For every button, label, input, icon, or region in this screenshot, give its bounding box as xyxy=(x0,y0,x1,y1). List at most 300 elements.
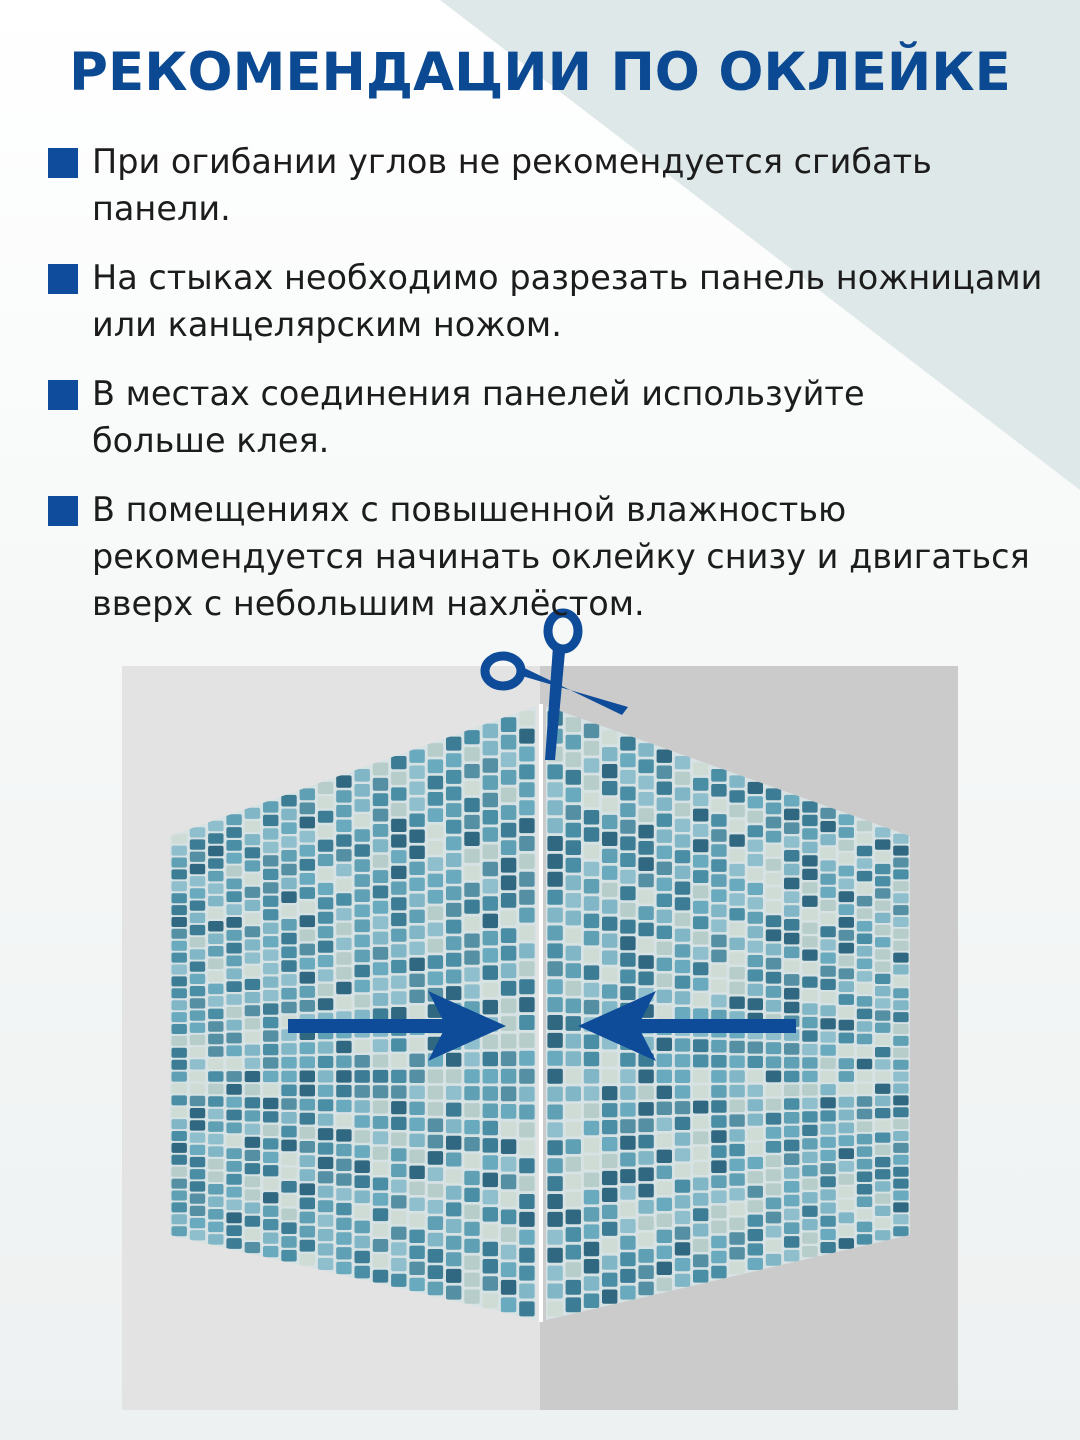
mosaic-tile xyxy=(711,889,726,902)
mosaic-tile xyxy=(620,1136,635,1150)
mosaic-tile xyxy=(464,883,479,897)
mosaic-tile xyxy=(729,1218,744,1230)
mosaic-tile xyxy=(638,1070,653,1084)
mosaic-tile xyxy=(190,1023,205,1033)
mosaic-tile xyxy=(748,840,763,852)
mosaic-tile xyxy=(602,747,617,761)
mosaic-tile xyxy=(300,1085,315,1097)
mosaic-tile xyxy=(729,893,744,905)
mosaic-tile xyxy=(602,1069,617,1083)
mosaic-tile xyxy=(784,1222,799,1234)
mosaic-tile xyxy=(893,929,908,939)
mosaic-tile xyxy=(409,1214,424,1227)
mosaic-tile xyxy=(566,717,581,732)
mosaic-tile xyxy=(226,1174,241,1185)
mosaic-tile xyxy=(620,853,635,867)
mosaic-tile xyxy=(820,834,835,845)
mosaic-tile xyxy=(245,1071,260,1082)
mosaic-tile xyxy=(483,1294,498,1309)
mosaic-tile xyxy=(391,1038,406,1051)
mosaic-tile xyxy=(300,1042,315,1054)
mosaic-tile xyxy=(566,946,581,961)
mosaic-tile xyxy=(355,814,370,827)
mosaic-tile xyxy=(784,795,799,807)
mosaic-tile xyxy=(657,1182,672,1195)
mosaic-tile xyxy=(766,1240,781,1252)
mosaic-tile xyxy=(657,990,672,1003)
mosaic-tile xyxy=(428,1184,443,1198)
mosaic-tile xyxy=(208,1096,223,1107)
mosaic-tile xyxy=(547,872,562,887)
mosaic-tile xyxy=(501,1297,516,1312)
mosaic-tile xyxy=(190,1157,205,1167)
mosaic-tile xyxy=(602,764,617,778)
mosaic-tile xyxy=(675,1164,690,1177)
mosaic-tile xyxy=(802,1125,817,1136)
mosaic-tile xyxy=(893,858,908,868)
mosaic-tile xyxy=(464,1290,479,1304)
mosaic-tile xyxy=(245,1176,260,1187)
mosaic-tile xyxy=(711,769,726,782)
mosaic-tile xyxy=(245,966,260,977)
mosaic-tile xyxy=(409,1054,424,1067)
mosaic-tile xyxy=(483,1190,498,1205)
mosaic-tile xyxy=(245,1216,260,1227)
mosaic-tile xyxy=(784,864,799,876)
mosaic-tile xyxy=(190,1084,205,1094)
mosaic-tile xyxy=(839,1123,854,1134)
mosaic-tile xyxy=(602,1290,617,1304)
mosaic-tile xyxy=(391,1054,406,1067)
mosaic-tile xyxy=(446,1286,461,1300)
mosaic-tile xyxy=(748,868,763,880)
mosaic-tile xyxy=(226,904,241,915)
mosaic-tile xyxy=(245,1018,260,1029)
mosaic-tile xyxy=(675,834,690,847)
mosaic-tile xyxy=(373,886,388,899)
mosaic-tile xyxy=(226,1097,241,1108)
mosaic-tile xyxy=(281,795,296,807)
mosaic-tile xyxy=(464,730,479,744)
mosaic-tile xyxy=(893,1119,908,1129)
mosaic-tile xyxy=(875,864,890,874)
mosaic-tile xyxy=(638,1118,653,1132)
mosaic-tile xyxy=(226,943,241,954)
mosaic-tile xyxy=(373,793,388,806)
mosaic-tile xyxy=(226,917,241,928)
mosaic-tile xyxy=(208,896,223,907)
mosaic-tile xyxy=(336,1114,351,1126)
mosaic-tile xyxy=(373,1239,388,1252)
mosaic-tile xyxy=(519,747,534,762)
mosaic-tile xyxy=(638,1102,653,1116)
mosaic-tile xyxy=(729,805,744,817)
mosaic-tile xyxy=(190,937,205,947)
mosaic-tile xyxy=(675,1133,690,1146)
mosaic-tile xyxy=(245,953,260,964)
mosaic-tile xyxy=(693,1270,708,1283)
mosaic-tile xyxy=(172,1167,187,1177)
mosaic-tile xyxy=(584,845,599,860)
mosaic-tile xyxy=(602,967,617,981)
mosaic-tile xyxy=(875,1059,890,1069)
mosaic-tile xyxy=(802,1084,817,1095)
mosaic-tile xyxy=(318,1114,333,1126)
mosaic-tile xyxy=(226,840,241,851)
square-bullet-icon xyxy=(48,496,78,526)
mosaic-tile xyxy=(428,874,443,888)
mosaic-tile xyxy=(263,1138,278,1149)
recommendation-text: В местах соединения панелей используйте больше клея. xyxy=(92,374,865,460)
mosaic-tile xyxy=(584,827,599,842)
mosaic-tile xyxy=(409,1166,424,1179)
mosaic-tile xyxy=(501,858,516,873)
mosaic-tile xyxy=(857,1146,872,1157)
mosaic-tile xyxy=(263,1017,278,1028)
mosaic-tile xyxy=(446,1236,461,1250)
mosaic-tile xyxy=(428,955,443,969)
mosaic-tile xyxy=(226,853,241,864)
mosaic-tile xyxy=(857,921,872,932)
mosaic-tile xyxy=(409,1038,424,1051)
mosaic-tile xyxy=(547,800,562,815)
mosaic-tile xyxy=(483,775,498,790)
mosaic-tile xyxy=(693,1116,708,1129)
mosaic-tile xyxy=(336,820,351,832)
mosaic-tile xyxy=(190,1230,205,1240)
mosaic-tile xyxy=(519,1033,534,1048)
mosaic-tile xyxy=(839,1135,854,1146)
mosaic-tile xyxy=(483,914,498,929)
mosaic-tile xyxy=(784,1085,799,1097)
mosaic-tile xyxy=(190,1169,205,1179)
mosaic-tile xyxy=(483,983,498,998)
mosaic-tile xyxy=(857,908,872,919)
mosaic-tile xyxy=(336,864,351,876)
mosaic-tile xyxy=(245,1150,260,1161)
mosaic-tile xyxy=(409,1182,424,1195)
mosaic-tile xyxy=(584,758,599,773)
mosaic-tile xyxy=(519,711,534,726)
mosaic-tile xyxy=(336,1173,351,1185)
mosaic-tile xyxy=(428,906,443,920)
mosaic-tile xyxy=(336,1129,351,1141)
mosaic-tile xyxy=(318,825,333,837)
mosaic-tile xyxy=(802,896,817,907)
mosaic-tile xyxy=(711,784,726,797)
mosaic-tile xyxy=(657,894,672,907)
mosaic-tile xyxy=(318,1229,333,1241)
mosaic-tile xyxy=(802,1111,817,1122)
mosaic-tile xyxy=(547,1248,562,1263)
mosaic-tile xyxy=(693,1039,708,1052)
mosaic-tile xyxy=(620,986,635,1000)
mosaic-tile xyxy=(729,1129,744,1141)
mosaic-tile xyxy=(620,1186,635,1200)
mosaic-tile xyxy=(566,1174,581,1189)
mosaic-tile xyxy=(802,950,817,961)
mosaic-tile xyxy=(373,870,388,883)
mosaic-tile xyxy=(839,1045,854,1056)
mosaic-tile xyxy=(464,1239,479,1253)
mosaic-tile xyxy=(263,1233,278,1244)
mosaic-tile xyxy=(501,1245,516,1260)
mosaic-tile xyxy=(391,976,406,989)
mosaic-tile xyxy=(675,1242,690,1255)
mosaic-tile xyxy=(875,1010,890,1020)
mosaic-tile xyxy=(300,1254,315,1266)
mosaic-tile xyxy=(446,1169,461,1183)
mosaic-tile xyxy=(638,743,653,757)
mosaic-tile xyxy=(263,1044,278,1055)
mosaic-tile xyxy=(729,967,744,979)
mosaic-tile xyxy=(893,917,908,927)
mosaic-tile xyxy=(802,977,817,988)
mosaic-tile xyxy=(245,874,260,885)
mosaic-tile xyxy=(875,962,890,972)
mosaic-tile xyxy=(226,1033,241,1044)
mosaic-tile xyxy=(566,752,581,767)
mosaic-tile xyxy=(657,1134,672,1147)
mosaic-tile xyxy=(263,842,278,853)
mosaic-tile xyxy=(638,792,653,806)
mosaic-tile xyxy=(300,958,315,970)
mosaic-tile xyxy=(245,1032,260,1043)
mosaic-tile xyxy=(711,1236,726,1249)
mosaic-tile xyxy=(766,1127,781,1139)
mosaic-tile xyxy=(566,858,581,873)
mosaic-tile xyxy=(391,803,406,816)
mosaic-tile xyxy=(428,1249,443,1263)
mosaic-tile xyxy=(566,1262,581,1277)
mosaic-tile xyxy=(190,1206,205,1216)
mosaic-tile xyxy=(857,1184,872,1195)
mosaic-tile xyxy=(300,1127,315,1139)
mosaic-tile xyxy=(638,890,653,904)
mosaic-tile xyxy=(820,808,835,819)
mosaic-tile xyxy=(409,1134,424,1147)
mosaic-tile xyxy=(729,908,744,920)
mosaic-tile xyxy=(620,1252,635,1266)
mosaic-tile xyxy=(263,1030,278,1041)
mosaic-tile xyxy=(566,893,581,908)
mosaic-tile xyxy=(693,793,708,806)
mosaic-tile xyxy=(675,803,690,816)
mosaic-tile xyxy=(172,846,187,856)
mosaic-tile xyxy=(208,1059,223,1070)
mosaic-tile xyxy=(711,1206,726,1219)
mosaic-tile xyxy=(748,811,763,823)
mosaic-tile xyxy=(547,1140,562,1155)
mosaic-tile xyxy=(729,1203,744,1215)
mosaic-tile xyxy=(675,866,690,879)
mosaic-tile xyxy=(464,1154,479,1168)
mosaic-tile xyxy=(711,905,726,918)
mosaic-tile xyxy=(839,866,854,877)
mosaic-tile xyxy=(802,1030,817,1041)
mosaic-tile xyxy=(519,1140,534,1155)
mosaic-tile xyxy=(464,1188,479,1202)
mosaic-tile xyxy=(501,875,516,890)
mosaic-tile xyxy=(566,1192,581,1207)
mosaic-tile xyxy=(729,1247,744,1259)
mosaic-tile xyxy=(190,864,205,874)
mosaic-tile xyxy=(336,952,351,964)
mosaic-tile xyxy=(857,896,872,907)
mosaic-tile xyxy=(657,1038,672,1051)
mosaic-tile xyxy=(300,986,315,998)
mosaic-tile xyxy=(190,876,205,886)
mosaic-tile xyxy=(802,1246,817,1257)
mosaic-tile xyxy=(584,1104,599,1119)
mosaic-tile xyxy=(391,1148,406,1161)
mosaic-tile xyxy=(566,823,581,838)
mosaic-tile xyxy=(566,1051,581,1066)
mosaic-tile xyxy=(802,1098,817,1109)
mosaic-tile xyxy=(893,834,908,844)
mosaic-tile xyxy=(802,1219,817,1230)
mosaic-tile xyxy=(483,1000,498,1015)
mosaic-tile xyxy=(547,1033,562,1048)
mosaic-tile xyxy=(519,1122,534,1137)
mosaic-tile xyxy=(373,1101,388,1114)
mosaic-tile xyxy=(226,968,241,979)
mosaic-tile xyxy=(893,1226,908,1236)
mosaic-tile xyxy=(638,923,653,937)
mosaic-tile xyxy=(355,1055,370,1068)
mosaic-tile xyxy=(428,972,443,986)
mosaic-tile xyxy=(820,1032,835,1043)
mosaic-tile xyxy=(711,1160,726,1173)
mosaic-tile xyxy=(501,963,516,978)
mosaic-tile xyxy=(802,1206,817,1217)
mosaic-tile xyxy=(875,1047,890,1057)
mosaic-tile xyxy=(172,1131,187,1141)
mosaic-tile xyxy=(208,1084,223,1095)
mosaic-tile xyxy=(875,827,890,837)
mosaic-tile xyxy=(693,1254,708,1267)
mosaic-tile xyxy=(519,1051,534,1066)
mosaic-tile xyxy=(547,1266,562,1281)
mosaic-tile xyxy=(711,1130,726,1143)
mosaic-tile xyxy=(336,893,351,905)
mosaic-tile xyxy=(172,1143,187,1153)
mosaic-tile xyxy=(501,1262,516,1277)
mosaic-tile xyxy=(547,1015,562,1030)
mosaic-tile xyxy=(281,1043,296,1055)
mosaic-tile xyxy=(373,932,388,945)
mosaic-tile xyxy=(446,1103,461,1117)
mosaic-tile xyxy=(566,1157,581,1172)
mosaic-tile xyxy=(300,1212,315,1224)
mosaic-tile xyxy=(766,1155,781,1167)
mosaic-tile xyxy=(748,1128,763,1140)
mosaic-tile xyxy=(839,943,854,954)
mosaic-tile xyxy=(802,1179,817,1190)
mosaic-tile xyxy=(784,1153,799,1165)
mosaic-tile xyxy=(373,1178,388,1191)
mosaic-tile xyxy=(519,890,534,905)
mosaic-tile xyxy=(483,793,498,808)
mosaic-tile xyxy=(300,1169,315,1181)
mosaic-tile xyxy=(566,963,581,978)
mosaic-tile xyxy=(318,1085,333,1097)
mosaic-tile xyxy=(839,1071,854,1082)
mosaic-tile xyxy=(748,1157,763,1169)
mosaic-tile xyxy=(391,787,406,800)
mosaic-tile xyxy=(281,919,296,931)
mosaic-tile xyxy=(602,1052,617,1066)
mosaic-tile xyxy=(893,893,908,903)
mosaic-tile xyxy=(547,997,562,1012)
mosaic-tile xyxy=(602,1171,617,1185)
mosaic-tile xyxy=(409,798,424,811)
mosaic-tile xyxy=(190,1218,205,1228)
mosaic-tile xyxy=(729,1262,744,1274)
mosaic-tile xyxy=(547,818,562,833)
mosaic-tile xyxy=(501,1034,516,1049)
mosaic-tile xyxy=(446,737,461,751)
mosaic-tile xyxy=(602,866,617,880)
mosaic-tile xyxy=(584,948,599,963)
mosaic-tile xyxy=(638,759,653,773)
mosaic-tile xyxy=(245,821,260,832)
mosaic-tile xyxy=(820,1150,835,1161)
mosaic-tile xyxy=(839,1110,854,1121)
mosaic-tile xyxy=(355,844,370,857)
mosaic-tile xyxy=(281,1085,296,1097)
mosaic-tile xyxy=(638,1135,653,1149)
mosaic-tile xyxy=(355,889,370,902)
mosaic-tile xyxy=(336,849,351,861)
mosaic-tile xyxy=(766,1042,781,1054)
mosaic-tile xyxy=(355,874,370,887)
mosaic-tile xyxy=(519,800,534,815)
mosaic-tile xyxy=(172,1179,187,1189)
mosaic-tile xyxy=(428,939,443,953)
mosaic-tile xyxy=(336,982,351,994)
mosaic-tile xyxy=(766,1226,781,1238)
mosaic-tile xyxy=(620,737,635,751)
mosaic-tile xyxy=(857,821,872,832)
mosaic-tile xyxy=(802,1003,817,1014)
mosaic-tile xyxy=(893,1155,908,1165)
mosaic-tile xyxy=(584,1207,599,1222)
mosaic-tile xyxy=(355,829,370,842)
recommendation-item xyxy=(48,254,1058,348)
mosaic-tile xyxy=(602,1239,617,1253)
mosaic-tile xyxy=(784,1057,799,1069)
mosaic-tile xyxy=(336,1203,351,1215)
mosaic-tile xyxy=(409,1246,424,1259)
mosaic-tile xyxy=(373,855,388,868)
mosaic-tile xyxy=(766,1198,781,1210)
mosaic-tile xyxy=(675,1117,690,1130)
mosaic-tile xyxy=(711,1266,726,1279)
mosaic-tile xyxy=(208,1121,223,1132)
mosaic-tile xyxy=(336,997,351,1009)
mosaic-tile xyxy=(226,1020,241,1031)
mosaic-tile xyxy=(711,1055,726,1068)
mosaic-tile xyxy=(602,1273,617,1287)
mosaic-tile xyxy=(675,944,690,957)
mosaic-tile xyxy=(391,960,406,973)
mosaic-tile xyxy=(893,1214,908,1224)
mosaic-tile xyxy=(373,993,388,1006)
mosaic-tile xyxy=(263,815,278,826)
mosaic-tile xyxy=(263,1071,278,1082)
mosaic-tile xyxy=(336,834,351,846)
